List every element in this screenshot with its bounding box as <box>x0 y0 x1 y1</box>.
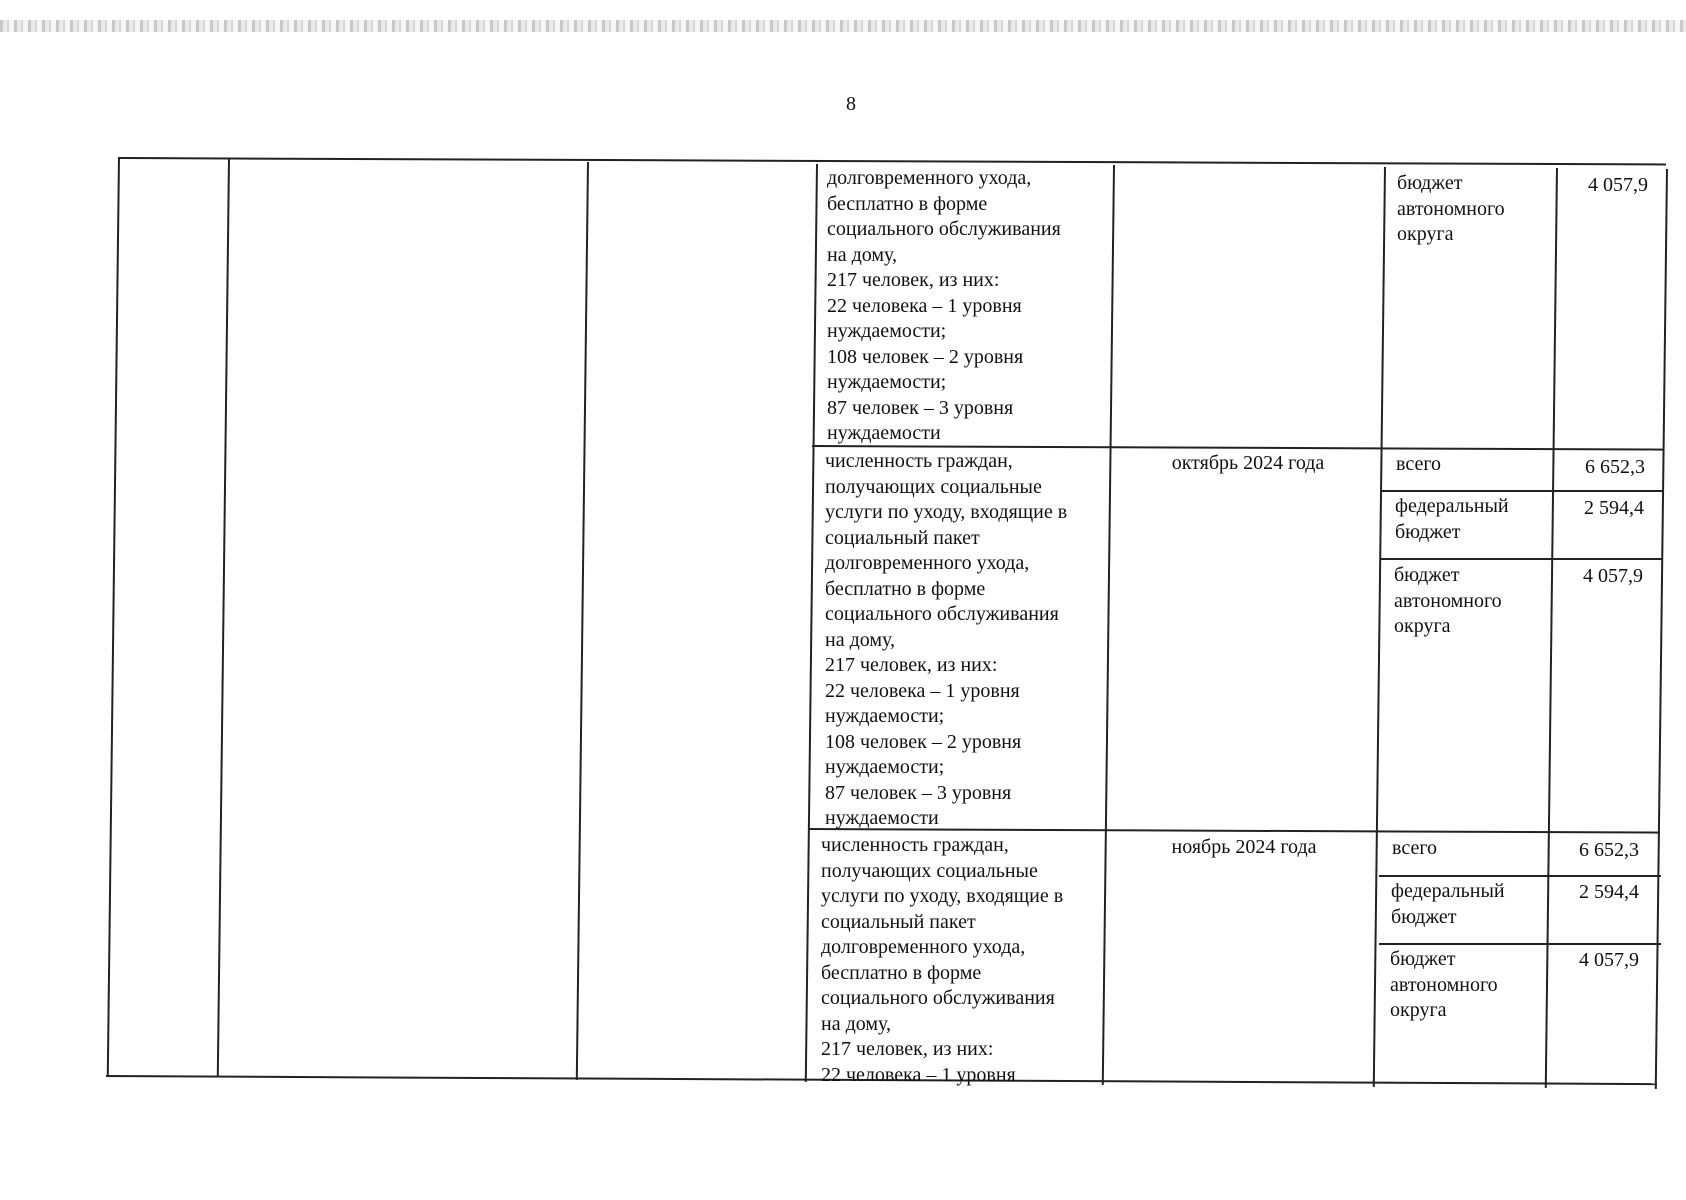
col-divider-3 <box>576 162 589 1080</box>
subrow-nov-2 <box>1379 943 1661 945</box>
page-number: 8 <box>846 93 856 115</box>
subrow-oct-1 <box>1381 490 1663 492</box>
period-november: ноябрь 2024 года <box>1171 836 1317 858</box>
col-divider-2 <box>217 159 230 1077</box>
indicator-text-october: численность граждан, получающих социальные услуги по уходу, входящие в социальный пакет долговременного ухода, бесплатно в форме социального обслуживания на дому, 217 человек, из них: 22 человека – 1 уровня нуждаемости; 108 человек – 2 уровня нуждаемости; 87 человек – 3 уровня нуждаемости <box>825 450 1068 829</box>
amount-november-1: 6 652,3 <box>1579 839 1639 861</box>
amount-top-1: 4 057,9 <box>1588 174 1648 196</box>
period-october: октябрь 2024 года <box>1171 452 1325 474</box>
funding-source-november-1: всего <box>1392 837 1438 859</box>
funding-source-november-3: бюджет автономного округа <box>1390 948 1498 1021</box>
funding-source-october-3: бюджет автономного округа <box>1394 564 1502 637</box>
amount-october-2: 2 594,4 <box>1584 497 1644 519</box>
indicator-text-top: долговременного ухода, бесплатно в форме социального обслуживания на дому, 217 человек, из них: 22 человека – 1 уровня нуждаемости; 108 человек – 2 уровня нуждаемости; 87 человек – 3 уровня нуждаемости <box>827 167 1061 444</box>
funding-source-top-1: бюджет автономного округа <box>1397 172 1505 245</box>
table-top-border <box>118 157 1666 165</box>
col-divider-6 <box>1373 167 1386 1087</box>
indicator-text-november: численность граждан, получающих социальные услуги по уходу, входящие в социальный пакет долговременного ухода, бесплатно в форме социального обслуживания на дому, 217 человек, из них: 22 человека – 1 уровня <box>821 834 1064 1086</box>
funding-source-october-2: федеральный бюджет <box>1395 495 1509 543</box>
subrow-nov-1 <box>1379 875 1661 877</box>
funding-source-november-2: федеральный бюджет <box>1391 880 1505 928</box>
amount-november-3: 4 057,9 <box>1579 949 1639 971</box>
scan-edge-noise <box>0 20 1686 32</box>
col-divider-4 <box>805 164 818 1082</box>
amount-october-1: 6 652,3 <box>1585 456 1645 478</box>
funding-source-october-1: всего <box>1396 453 1442 475</box>
amount-october-3: 4 057,9 <box>1583 565 1643 587</box>
table-right-border <box>1655 169 1668 1089</box>
col-divider-1 <box>107 157 120 1075</box>
subrow-oct-2 <box>1381 558 1663 560</box>
amount-november-2: 2 594,4 <box>1579 881 1639 903</box>
